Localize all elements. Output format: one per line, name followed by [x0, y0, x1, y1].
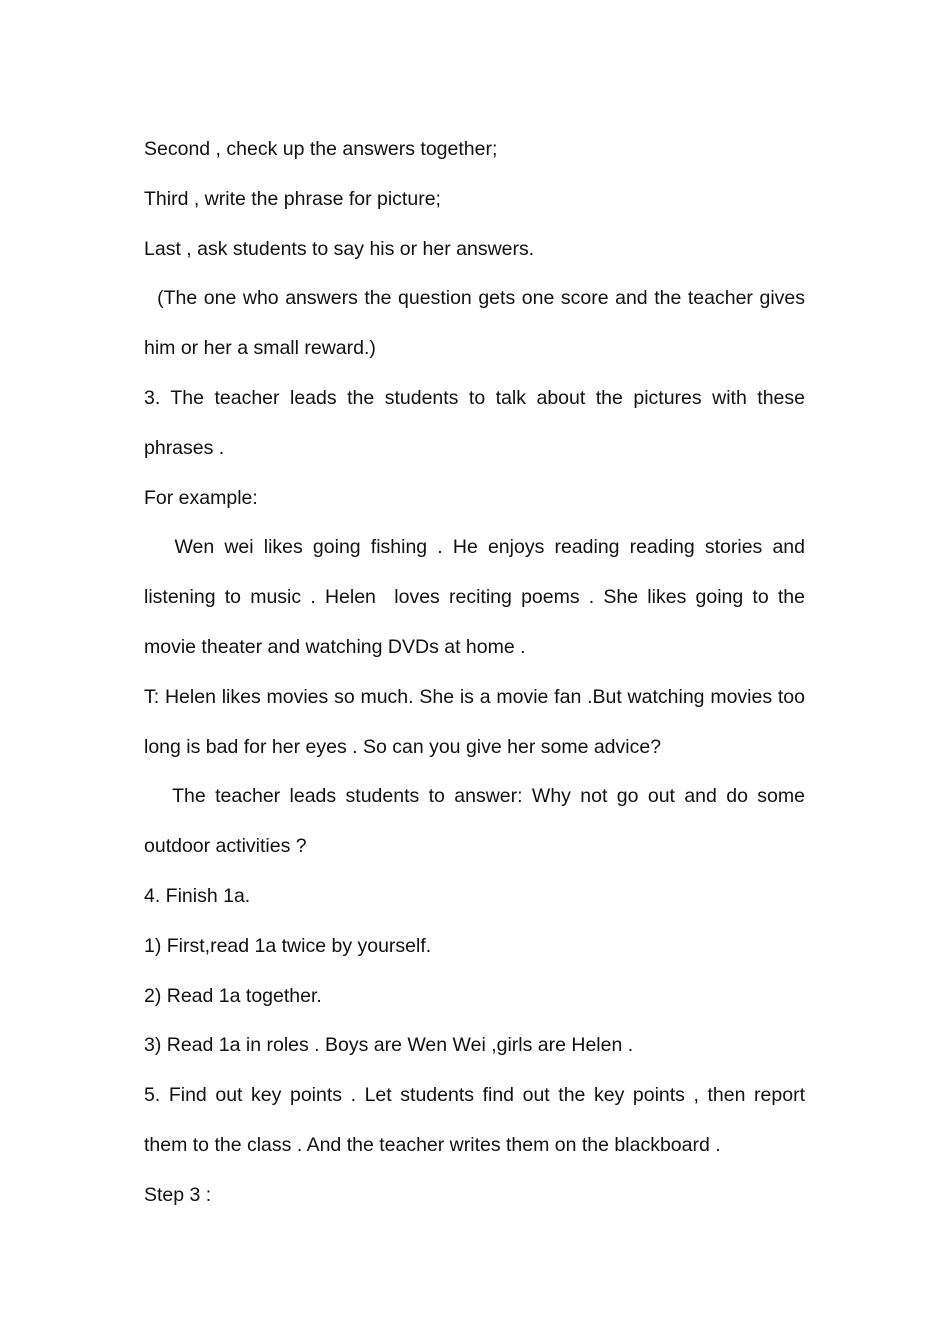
section-heading-step-3: Step 3 : — [144, 1183, 212, 1206]
paragraph-write-phrase: Third , write the phrase for picture; — [144, 187, 441, 210]
paragraph-check-answers: Second , check up the answers together; — [144, 138, 498, 160]
paragraph-say-answers: Last , ask students to say his or her answers. — [144, 237, 535, 260]
paragraph-teacher-question: T: Helen likes movies so much. She is a movie fan .But watching movies too long is bad for her eyes . So can you give her some advice? — [144, 685, 811, 758]
paragraph-example-text: Wen wei likes going fishing . He enjoys reading reading stories and listening to music . Helen loves reciting poems . She likes going to the movie theater and watching DVDs at home . — [144, 536, 811, 658]
paragraph-finish-1a: 4. Finish 1a. — [144, 884, 251, 907]
paragraph-teacher-leads: The teacher leads students to answer: Why not go out and do some outdoor activities ? — [144, 785, 811, 858]
paragraph-for-example: For example: — [144, 486, 258, 509]
paragraph-step-3-talk: 3. The teacher leads the students to talk about the pictures with these phrases . — [144, 386, 811, 459]
paragraph-reward-note: (The one who answers the question gets one score and the teacher gives him or her a small reward.) — [144, 287, 811, 360]
list-item-read-together: 2) Read 1a together. — [144, 984, 322, 1007]
list-item-read-roles: 3) Read 1a in roles . Boys are Wen Wei ,girls are Helen . — [144, 1034, 634, 1057]
list-item-read-twice: 1) First,read 1a twice by yourself. — [144, 934, 432, 957]
document-body — [144, 125, 811, 1221]
paragraph-key-points: 5. Find out key points . Let students find out the key points , then report them to the class . And the teacher writes them on the blackboard . — [144, 1084, 811, 1156]
